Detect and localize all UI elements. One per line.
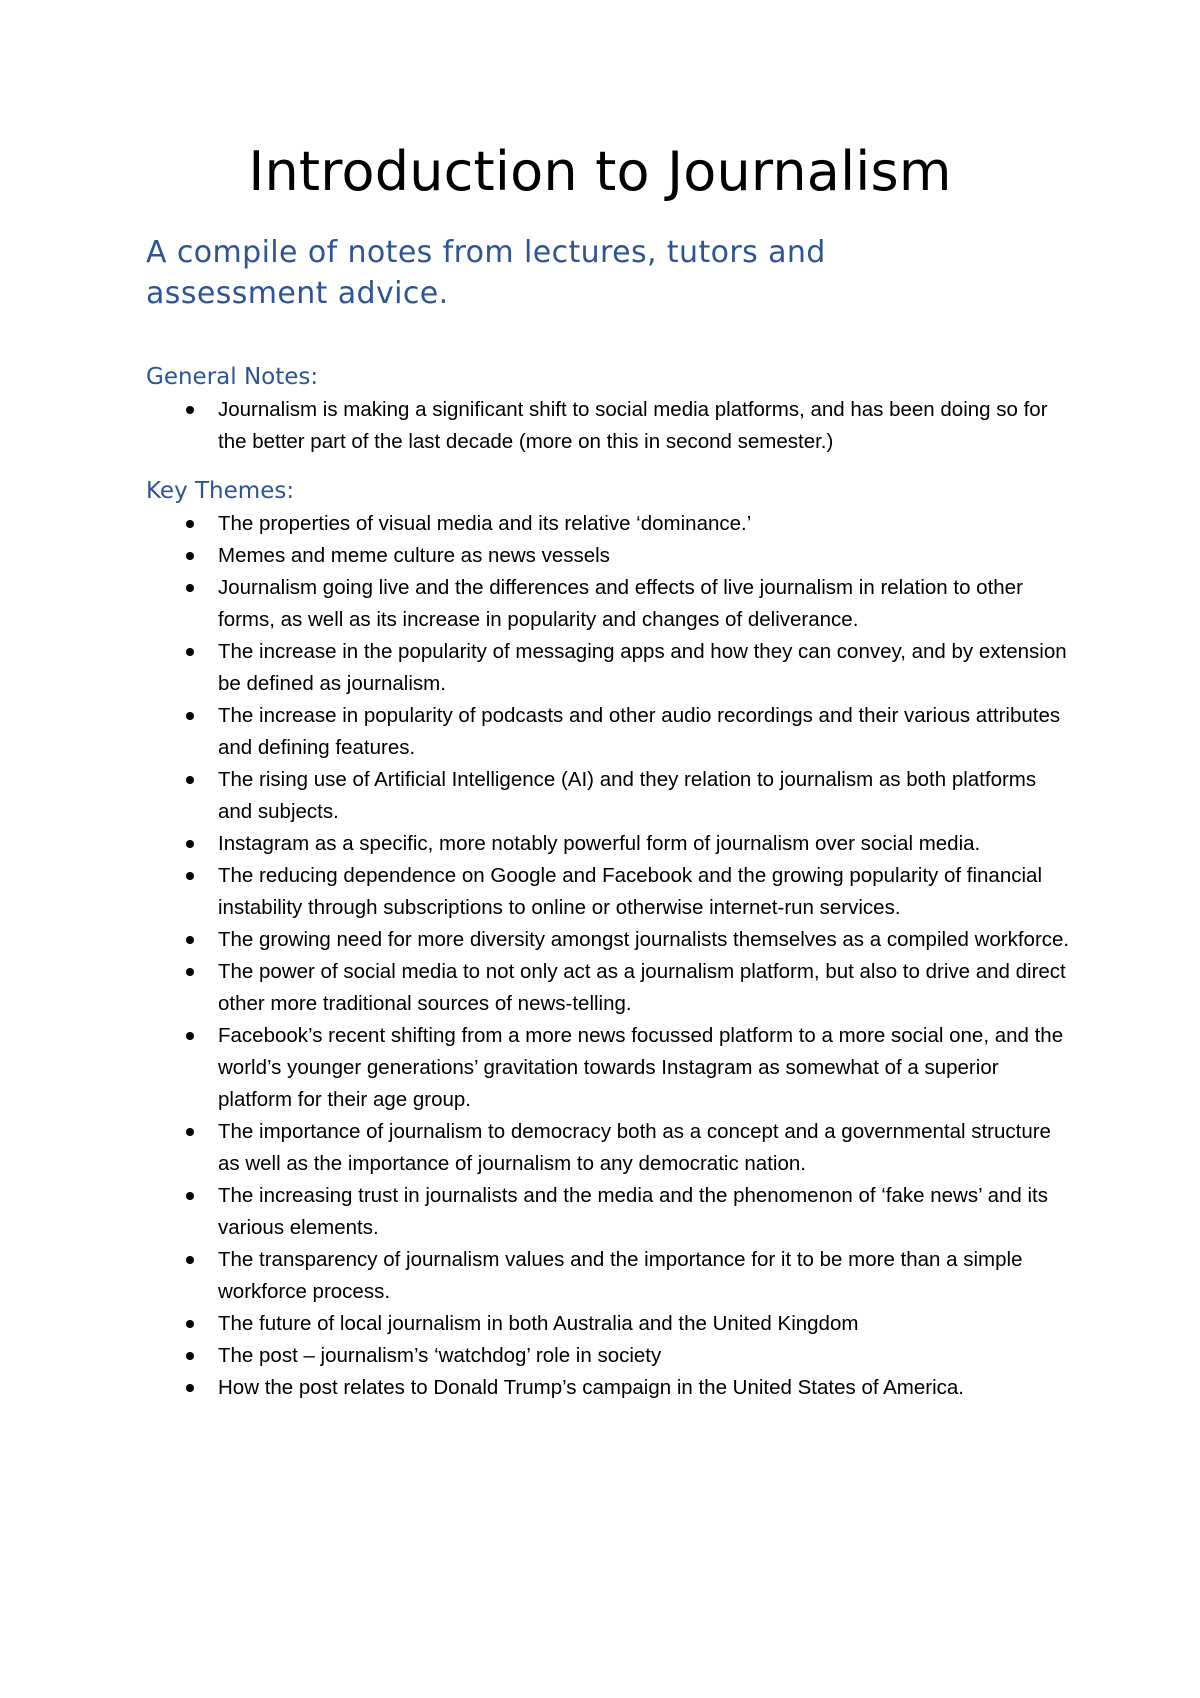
bullet-icon: [186, 968, 194, 976]
list-item: [146, 1180, 1076, 1244]
page-subtitle: A compile of notes from lectures, tutors and assessment advice.: [146, 235, 826, 311]
list-item-text: The growing need for more diversity amongst journalists themselves as a compiled workforce.: [218, 928, 1070, 951]
list-item-text: The rising use of Artificial Intelligence (AI) and they relation to journalism as both platforms and subjects.: [218, 768, 1037, 823]
list-item-text: Journalism going live and the differences and effects of live journalism in relation to other forms, as well as its increase in popularity and changes of deliverance.: [218, 576, 1023, 631]
list-item: [146, 700, 1076, 764]
list-item: [146, 572, 1076, 636]
page-title: Introduction to Journalism: [248, 140, 952, 203]
list-item-text: The importance of journalism to democracy both as a concept and a governmental structure as well as the importance of journalism to any democratic nation.: [218, 1120, 1051, 1175]
list-item-text: Journalism is making a significant shift to social media platforms, and has been doing so for the better part of the last decade (more on this in second semester.): [218, 398, 1048, 453]
general-notes-section: [146, 362, 1076, 458]
list-item-text: Memes and meme culture as news vessels: [218, 544, 610, 567]
general-notes-list: [146, 394, 1076, 458]
list-item: [146, 508, 1076, 540]
bullet-icon: [186, 520, 194, 528]
bullet-icon: [186, 1256, 194, 1264]
list-item-text: The post – journalism’s ‘watchdog’ role in society: [218, 1344, 662, 1367]
bullet-icon: [186, 840, 194, 848]
list-item: [146, 1372, 1076, 1404]
key-themes-list: [146, 508, 1076, 1404]
list-item-text: The properties of visual media and its relative ‘dominance.’: [218, 512, 752, 535]
list-item: [146, 1308, 1076, 1340]
list-item: [146, 924, 1076, 956]
list-item: [146, 828, 1076, 860]
bullet-icon: [186, 552, 194, 560]
list-item-text: Facebook’s recent shifting from a more news focussed platform to a more social one, and the world’s younger generations’ gravitation towards Instagram as somewhat of a superior platform for their age group.: [218, 1024, 1064, 1111]
list-item: [146, 1116, 1076, 1180]
bullet-icon: [186, 712, 194, 720]
list-item: [146, 394, 1076, 458]
bullet-icon: [186, 1032, 194, 1040]
bullet-icon: [186, 406, 194, 414]
bullet-icon: [186, 1320, 194, 1328]
list-item-text: The increase in popularity of podcasts and other audio recordings and their various attributes and defining features.: [218, 704, 1061, 759]
list-item-text: How the post relates to Donald Trump’s campaign in the United States of America.: [218, 1376, 964, 1399]
bullet-icon: [186, 776, 194, 784]
list-item-text: The transparency of journalism values and the importance for it to be more than a simple workforce process.: [218, 1248, 1023, 1303]
bullet-icon: [186, 1128, 194, 1136]
list-item: [146, 636, 1076, 700]
list-item-text: The future of local journalism in both Australia and the United Kingdom: [218, 1312, 859, 1335]
bullet-icon: [186, 648, 194, 656]
bullet-icon: [186, 936, 194, 944]
list-item-text: The reducing dependence on Google and Facebook and the growing popularity of financial instability through subscriptions to online or otherwise internet-run services.: [218, 864, 1042, 919]
list-item-text: The increasing trust in journalists and the media and the phenomenon of ‘fake news’ and its various elements.: [218, 1184, 1048, 1239]
list-item-text: Instagram as a specific, more notably powerful form of journalism over social media.: [218, 832, 981, 855]
list-item: [146, 764, 1076, 828]
list-item: [146, 1020, 1076, 1116]
key-themes-heading: Key Themes:: [146, 478, 295, 504]
bullet-icon: [186, 1352, 194, 1360]
bullet-icon: [186, 872, 194, 880]
list-item: [146, 1340, 1076, 1372]
list-item-text: The increase in the popularity of messaging apps and how they can convey, and by extension be defined as journalism.: [218, 640, 1067, 695]
list-item-text: The power of social media to not only act as a journalism platform, but also to drive and direct other more traditional sources of news-telling.: [218, 960, 1066, 1015]
general-notes-heading: General Notes:: [146, 364, 319, 390]
list-item: [146, 1244, 1076, 1308]
bullet-icon: [186, 1384, 194, 1392]
bullet-icon: [186, 1192, 194, 1200]
bullet-icon: [186, 584, 194, 592]
list-item: [146, 540, 1076, 572]
key-themes-section: [146, 476, 1076, 1404]
list-item: [146, 860, 1076, 924]
list-item: [146, 956, 1076, 1020]
